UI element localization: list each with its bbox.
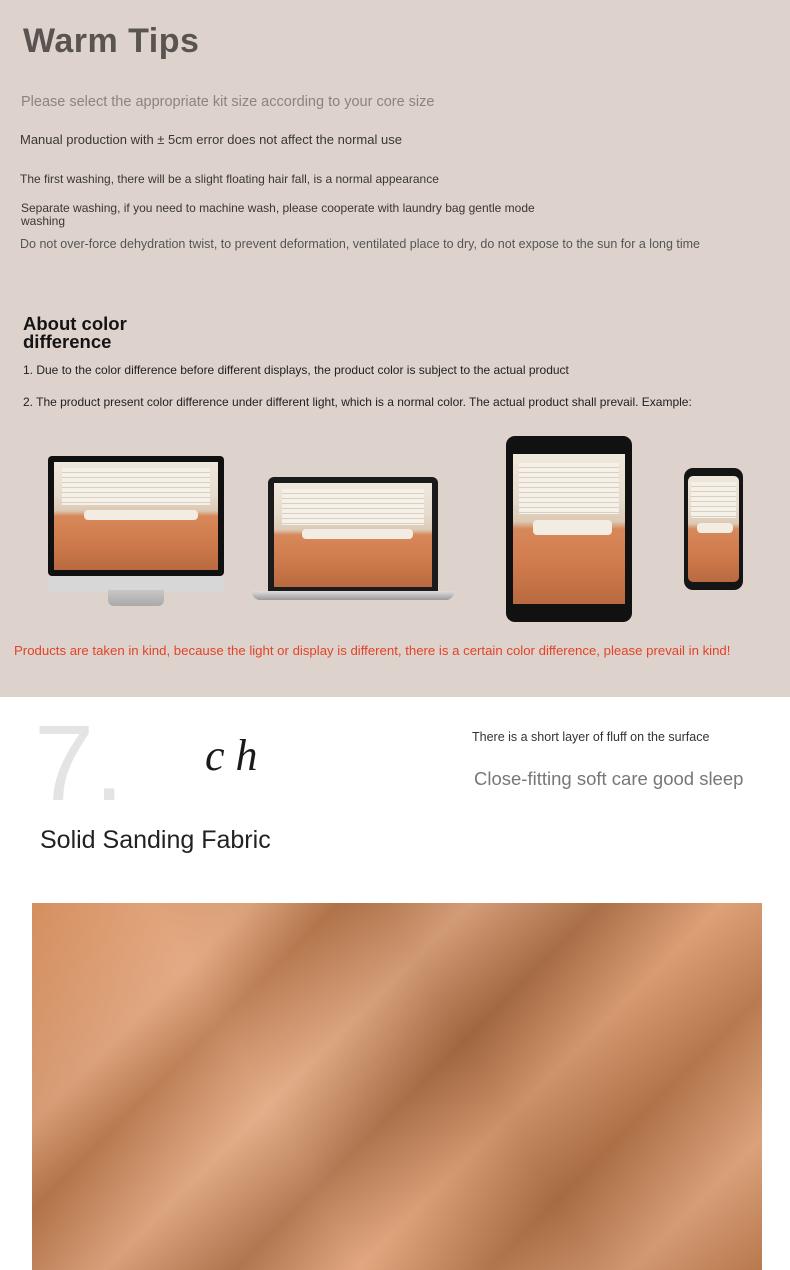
tip-line-3: The first washing, there will be a slight floating hair fall, is a normal appearance bbox=[20, 172, 439, 186]
fabric-slogan: Close-fitting soft care good sleep bbox=[474, 768, 744, 789]
monitor-stand bbox=[108, 590, 164, 606]
tablet-screen-image bbox=[513, 454, 625, 604]
phone-screen-image bbox=[688, 476, 739, 582]
tip-line-5: Do not over-force dehydration twist, to prevent deformation, ventilated place to dry, do not expose to the sun for a long time bbox=[20, 237, 701, 251]
fabric-note: There is a short layer of fluff on the surface bbox=[472, 730, 710, 744]
color-difference-title: About color difference bbox=[23, 313, 127, 352]
desktop-monitor-illustration bbox=[48, 456, 224, 576]
tablet-illustration bbox=[506, 436, 632, 622]
color-point-2: 2. The product present color difference under different light, which is a normal color. The actual product shall prevail. Example: bbox=[23, 395, 692, 409]
warm-tips-title: Warm Tips bbox=[23, 22, 200, 60]
tip-line-2: Manual production with ± 5cm error does not affect the normal use bbox=[20, 132, 402, 147]
tip-line-1: Please select the appropriate kit size according to your core size bbox=[21, 94, 435, 110]
color-point-1: 1. Due to the color difference before different displays, the product color is subject to the actual product bbox=[23, 363, 569, 377]
tip-line-4: Separate washing, if you need to machine wash, please cooperate with laundry bag gentle mode washing bbox=[21, 201, 535, 228]
laptop-illustration bbox=[268, 477, 438, 591]
decorative-script-text: c h bbox=[205, 731, 258, 780]
fabric-title: Solid Sanding Fabric bbox=[40, 826, 271, 854]
desktop-screen-image bbox=[54, 462, 218, 570]
laptop-screen-image bbox=[274, 483, 432, 587]
section-number: 7. bbox=[34, 702, 125, 823]
fabric-closeup-image bbox=[32, 903, 762, 1270]
laptop-base bbox=[252, 591, 454, 600]
phone-illustration bbox=[684, 468, 743, 590]
color-difference-warning: Products are taken in kind, because the light or display is different, there is a certain color difference, please prevail in kind! bbox=[14, 643, 731, 658]
